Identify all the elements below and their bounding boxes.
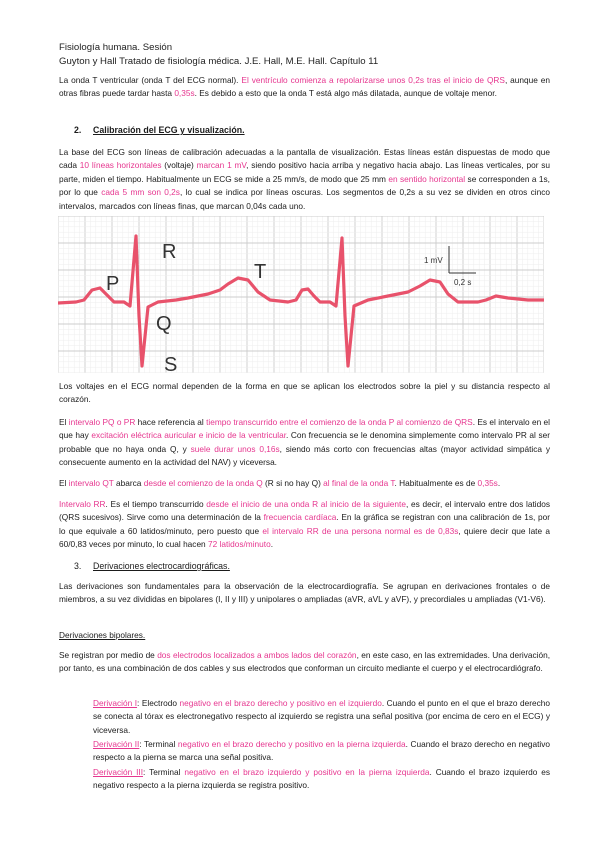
calib-text: , siendo positivo hacia arriba y negativo hacia abajo. Las líneas verticales, por su parte, miden el tiempo. Habitualmente un ECG se mide a 25 mm/s, de modo que 25 mm — [59, 160, 551, 184]
rr-text: . Es el tiempo transcurrido — [105, 499, 207, 509]
derivacion-ii-label: Derivación II — [93, 739, 140, 749]
pq-text: , siendo más corto con frecuencias altas (mayor actividad simpática y consecuente aumento en la actividad del NAV) y viceversa. — [59, 443, 550, 468]
section-2-title: Calibración del ECG y visualización. — [93, 125, 245, 135]
derivaciones-intro-paragraph: Las derivaciones son fundamentales para la observación de la electrocardiografía. Se agrupan en derivaciones frontales o de miembros, a su vez divididas en bipolares (I, II y III) y unipolares o ampliadas (aVR, aVL y aVF), y precordiales u ampliadas (V1-V6). — [59, 581, 550, 605]
derivacion-iii-paragraph — [93, 766, 550, 793]
pq-highlight: suele durar unos 0,16s — [190, 443, 280, 454]
qt-text: El — [59, 478, 69, 488]
rr-text: , quiere decir que late a 60/0,83 veces por minuto, lo cual hacen — [59, 525, 550, 550]
ecg-label-r: R — [162, 241, 177, 263]
ecg-label-q: Q — [156, 313, 172, 335]
rr-highlight: el intervalo RR de una persona normal es de 0,83s — [262, 525, 459, 536]
rr-text: , es decir, el intervalo entre dos latidos (QRS sucesivos). Sirve como una determinación de la — [59, 499, 550, 523]
calib-highlight: en sentido horizontal — [388, 173, 466, 184]
calib-highlight: marcan 1 mV — [196, 160, 247, 171]
rr-highlight: frecuencia cardíaca — [263, 512, 337, 523]
derivacion-ii-highlight: negativo en el brazo derecho y positivo en la pierna izquierda — [177, 739, 406, 749]
qt-text: . Habitualmente es de — [394, 478, 478, 488]
ecg-label-s: S — [164, 354, 178, 373]
bipolares-highlight: dos electrodos localizados a ambos lados del corazón — [157, 650, 357, 660]
derivacion-i-text: : Electrodo — [137, 698, 180, 708]
section-2-number: 2. — [74, 125, 82, 135]
document-header-title: Fisiología humana. Sesión — [59, 42, 173, 53]
ecg-label-p: P — [106, 273, 120, 295]
ecg-figure — [58, 216, 544, 373]
rr-text: . En la gráfica se registran con una calibración de 1s, por lo que equivale a 60 latidos/minuto, pero puesto que — [59, 512, 550, 536]
bipolares-text: , en este caso, en las extremidades. Una derivación, por tanto, es una combinación de dos cables y sus electrodos que conforman un circuito mediante el cuerpo y el electrocardiógrafo. — [59, 650, 551, 674]
pq-text: El — [59, 417, 69, 427]
derivacion-iii-label: Derivación III — [93, 767, 144, 777]
pq-highlight: tiempo transcurrido entre el comienzo de la onda P al comienzo de QRS — [206, 417, 473, 427]
qt-highlight: desde el comienzo de la onda Q — [143, 478, 263, 488]
pq-highlight: excitación eléctrica auricular e inicio de la ventricular — [91, 430, 287, 441]
derivacion-iii-highlight: negativo en el brazo izquierdo y positivo en la pierna izquierda — [184, 767, 430, 777]
calib-highlight: cada 5 mm son 0,2s — [101, 187, 180, 198]
rr-highlight: desde el inicio de una onda R al inicio de la siguiente — [206, 499, 406, 509]
scale-label-mv: 1 mV — [424, 256, 443, 265]
calibration-paragraph — [59, 146, 550, 213]
section-3-number: 3. — [74, 561, 82, 571]
derivacion-i-paragraph — [93, 697, 550, 737]
derivacion-ii-paragraph — [93, 738, 550, 765]
pq-text: . Es el intervalo en el que hay — [59, 417, 551, 441]
calib-text: , lo cual se indica por líneas oscuras. Los segmentos de 0,2s a su vez se dividen en otros cinco intervalos, marcados con líneas finas, que marcan 0,04s cada uno. — [59, 187, 550, 211]
qt-text: (R si no hay Q) — [262, 478, 324, 488]
pq-interval-paragraph — [59, 416, 550, 470]
scale-label-time: 0,2 s — [454, 278, 472, 287]
bipolares-subtitle: Derivaciones bipolares. — [59, 630, 146, 640]
derivacion-iii-text: : Terminal — [143, 767, 185, 777]
calib-text: (voltaje) — [161, 160, 197, 171]
intro-text: La onda T ventricular (onda T del ECG normal). — [59, 75, 242, 85]
bipolares-paragraph — [59, 649, 550, 676]
intro-text: . Es debido a esto que la onda T está algo más dilatada, aunque de voltaje menor. — [194, 88, 497, 99]
bipolares-text: Se registran por medio de — [59, 650, 158, 660]
pq-highlight: intervalo PQ o PR — [68, 417, 136, 427]
qt-interval-paragraph — [59, 477, 550, 490]
qt-highlight: al final de la onda T — [323, 478, 395, 488]
qt-highlight: 0,35s — [477, 478, 498, 488]
rr-highlight: Intervalo RR — [59, 499, 106, 509]
qt-highlight: intervalo QT — [68, 478, 114, 488]
derivacion-iii-text: . Cuando el brazo izquierdo es negativo respecto a la pierna izquierda se registra positivo. — [93, 767, 551, 791]
calib-text: La base del ECG son líneas de calibración adecuadas a la pantalla de visualización. Estas líneas están dispuestas de modo que cada — [59, 147, 550, 171]
intro-highlight: El ventrículo comienza a repolarizarse unos 0,2s tras el inicio de QRS — [241, 75, 505, 85]
qt-text: abarca — [113, 478, 144, 488]
intro-paragraph — [59, 74, 550, 101]
derivacion-i-text: . Cuando el punto en el que el brazo derecho se conecta al tórax es electronegativo respecto al izquierdo se registra una señal positiva (por encima de cero en el ECG) y viceversa. — [93, 698, 551, 735]
derivacion-i-label: Derivación I — [93, 698, 138, 708]
pq-text: hace referencia al — [135, 417, 207, 427]
calib-text: se corresponden a 1s, por lo que — [59, 173, 550, 198]
derivacion-ii-text: : Terminal — [139, 739, 178, 749]
calib-highlight: 10 líneas horizontales — [79, 160, 162, 171]
rr-highlight: 72 latidos/minuto — [207, 539, 271, 550]
voltajes-paragraph: Los voltajes en el ECG normal dependen de la forma en que se aplican los electrodos sobre la piel y su distancia respecto al corazón. — [59, 381, 550, 405]
derivacion-i-highlight: negativo en el brazo derecho y positivo en el izquierdo — [179, 698, 382, 708]
qt-text: . — [497, 478, 501, 488]
rr-interval-paragraph — [59, 498, 550, 552]
intro-highlight: 0,35s — [174, 88, 195, 99]
section-3-title: Derivaciones electrocardiográficas. — [93, 561, 230, 571]
derivacion-ii-text: . Cuando el brazo derecho en negativo respecto a la pierna se marca una señal positiva. — [93, 739, 550, 763]
document-header-source: Guyton y Hall Tratado de fisiología médica. J.E. Hall, M.E. Hall. Capítulo 11 — [59, 56, 379, 67]
intro-text: , aunque en otras fibras puede tardar hasta — [59, 75, 550, 99]
ecg-label-t: T — [254, 261, 267, 283]
rr-text: . — [270, 539, 274, 550]
pq-text: . Con frecuencia se le denomina simplemente como intervalo PR al ser probable que no haya onda Q, y — [59, 430, 550, 454]
